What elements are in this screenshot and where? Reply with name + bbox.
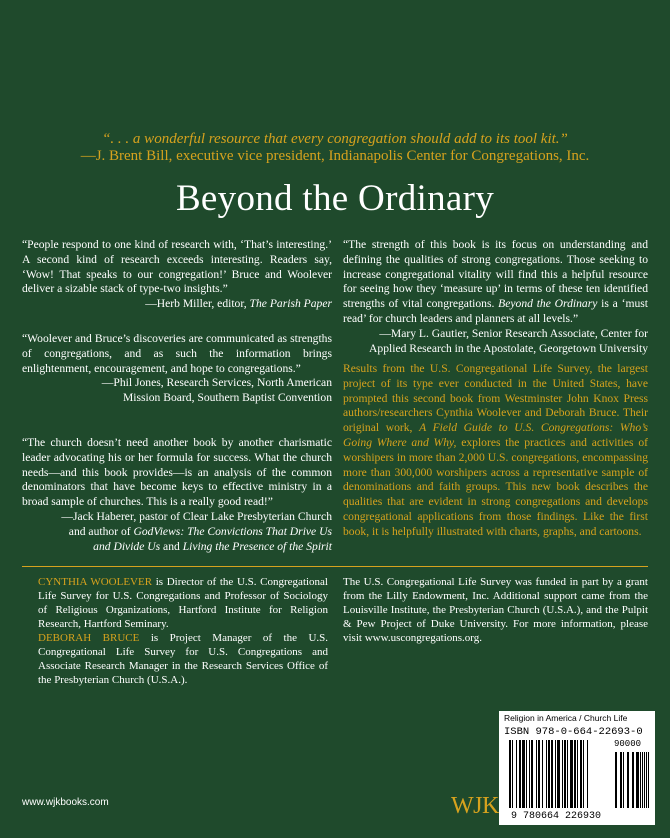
quote-text: “Woolever and Bruce’s discoveries are communicated as strengths of congregations, and as such the information brings enlightenment, encouragement, and hope to congregations.” [22,332,332,375]
left-quote-3 [22,436,332,554]
barcode-addon-bar [627,752,629,808]
barcode-bar [583,740,584,808]
barcode-bar [562,740,563,808]
publisher-logo: WJK [451,793,499,819]
endorsement-quote-top [0,131,670,165]
barcode-addon-bar [636,752,639,808]
barcode-bar [522,740,525,808]
book-title: Beyond the Ordinary [175,178,495,219]
funding-note: The U.S. Congregational Life Survey was funded in part by a grant from the Lilly Endowment, Inc. Additional support came from the Louisville Institute, the Presbyterian Church (U.S.A.), and the Pulpit & Pew Project of Duke University. For more information, please visit www.uscongregations.org. [343,576,648,644]
barcode-ean-number: 9 780664 226930 [511,811,602,822]
barcode-bar [567,740,568,808]
barcode-addon-bar [620,752,622,808]
barcode-isbn: ISBN 978-0-664-22693-0 [504,726,643,738]
author-name: CYNTHIA WOOLEVER [38,576,153,588]
barcode-bar [555,740,556,808]
barcode-bar [551,740,553,808]
quote-attribution-line1: —Jack Haberer, pastor of Clear Lake Presbyterian Church [61,509,332,523]
barcode-addon-bar [623,752,624,808]
barcode-addon-bar [642,752,643,808]
quote-text: “The strength of this book is its focus on understanding and defining the qualities of strong congregations. Those seeking to increase congregational vitality will find this a helpful resource for seeing how they ‘measure up’ in terms of these ten identified strengths of vital congregations. Beyond the Ordinary is a ‘must read’ for church leaders and planners at all levels.” [343,238,649,325]
barcode-bar [509,740,511,808]
barcode-bar [516,740,517,808]
barcode-bar [548,740,550,808]
quote-attribution: —Herb Miller, editor, The Parish Paper [145,297,332,311]
barcode-bar [512,740,513,808]
divider-rule [22,566,648,567]
book-description: Results from the U.S. Congregational Life Survey, the largest project of its type ever conducted in the United States, have prompted this second book from Westminster John Knox Press authors/researchers Cynthia Woolever and Deborah Bruce. Their original work, A Field Guide to U.S. Congregations: Who’s Going Where and Why, explores the practices and activities of worshipers in more than 2,000 U.S. congregations, encompassing more than 300,000 worshipers across a representative sample of denominations and faith groups. This new book describes the qualities that are evident in strong congregations and develops congregational applications from those findings. Like the first book, it is helpfully illustrated with charts, graphs, and cartoons. [343,362,648,538]
barcode-bar [570,740,573,808]
quote-attribution-line2: Mission Board, Southern Baptist Convention [122,391,332,405]
quote-attribution-line3: and Divide Us and Living the Presence of the Spirit [93,539,332,553]
right-quote [343,238,648,356]
left-quote-1 [22,238,332,312]
barcode-addon-number: 90000 [614,739,642,749]
barcode-addon-bar [648,752,649,808]
author-name: DEBORAH BRUCE [38,632,140,644]
quote-attribution-line2: Applied Research in the Apostolate, Georgetown University [369,341,648,355]
quote-text: “The church doesn’t need another book by another charismatic leader advocating his or her formula for success. What the church needs—and this book provides—is an analysis of the common denominators that have become keys to effective ministry in a broad sample of churches. This is a really good read!” [22,436,332,509]
barcode-bars [503,740,651,812]
barcode-label [499,711,655,825]
quote-attribution-line1: —Mary L. Gautier, Senior Research Associate, Center for [379,326,648,340]
author-bio-bruce: DEBORAH BRUCE is Project Manager of the U.S. Congregational Life Survey for U.S. Congregations and Associate Research Manager in the Research Services Office of the Presbyterian Church (U.S.A.). [38,632,329,686]
barcode-bar [577,740,578,808]
barcode-bar [538,740,540,808]
quote-attribution-line1: —Phil Jones, Research Services, North American [101,376,332,390]
barcode-bar [519,740,521,808]
barcode-addon-bar [644,752,645,808]
left-quote-2 [22,332,332,406]
top-quote-text: “. . . a wonderful resource that every congregation should add to its tool kit.” [102,131,568,147]
publisher-website: www.wjkbooks.com [22,797,109,808]
barcode-bar [529,740,530,808]
barcode-bar [546,740,547,808]
barcode-addon-bar [615,752,617,808]
barcode-bar [531,740,533,808]
barcode-addon-bar [640,752,641,808]
barcode-bar [574,740,576,808]
barcode-bar [580,740,582,808]
author-bio-woolever: CYNTHIA WOOLEVER is Director of the U.S. Congregational Life Survey for U.S. Congregations and Professor of Sociology of Religious Organizations, Hartford Institute for Religion Research, Hartford Seminary. [38,576,328,630]
barcode-bar [542,740,543,808]
barcode-category: Religion in America / Church Life [504,713,628,723]
barcode-addon-bar [632,752,634,808]
barcode-bar [526,740,527,808]
barcode-addon-bar [646,752,647,808]
top-quote-attribution: —J. Brent Bill, executive vice president, Indianapolis Center for Congregations, Inc. [80,148,590,164]
quote-attribution-line2: and author of GodViews: The Convictions That Drive Us [68,524,332,538]
barcode-bar [557,740,560,808]
barcode-bar [564,740,566,808]
barcode-bar [587,740,588,808]
quote-text: “People respond to one kind of research with, ‘That’s interesting.’ A second kind of research exceeds interesting. Readers say, ‘Wow! That speaks to our congregation!’ Bruce and Woolever deliver a sizable stack of type-two insights.” [22,238,332,296]
barcode-bar [536,740,537,808]
